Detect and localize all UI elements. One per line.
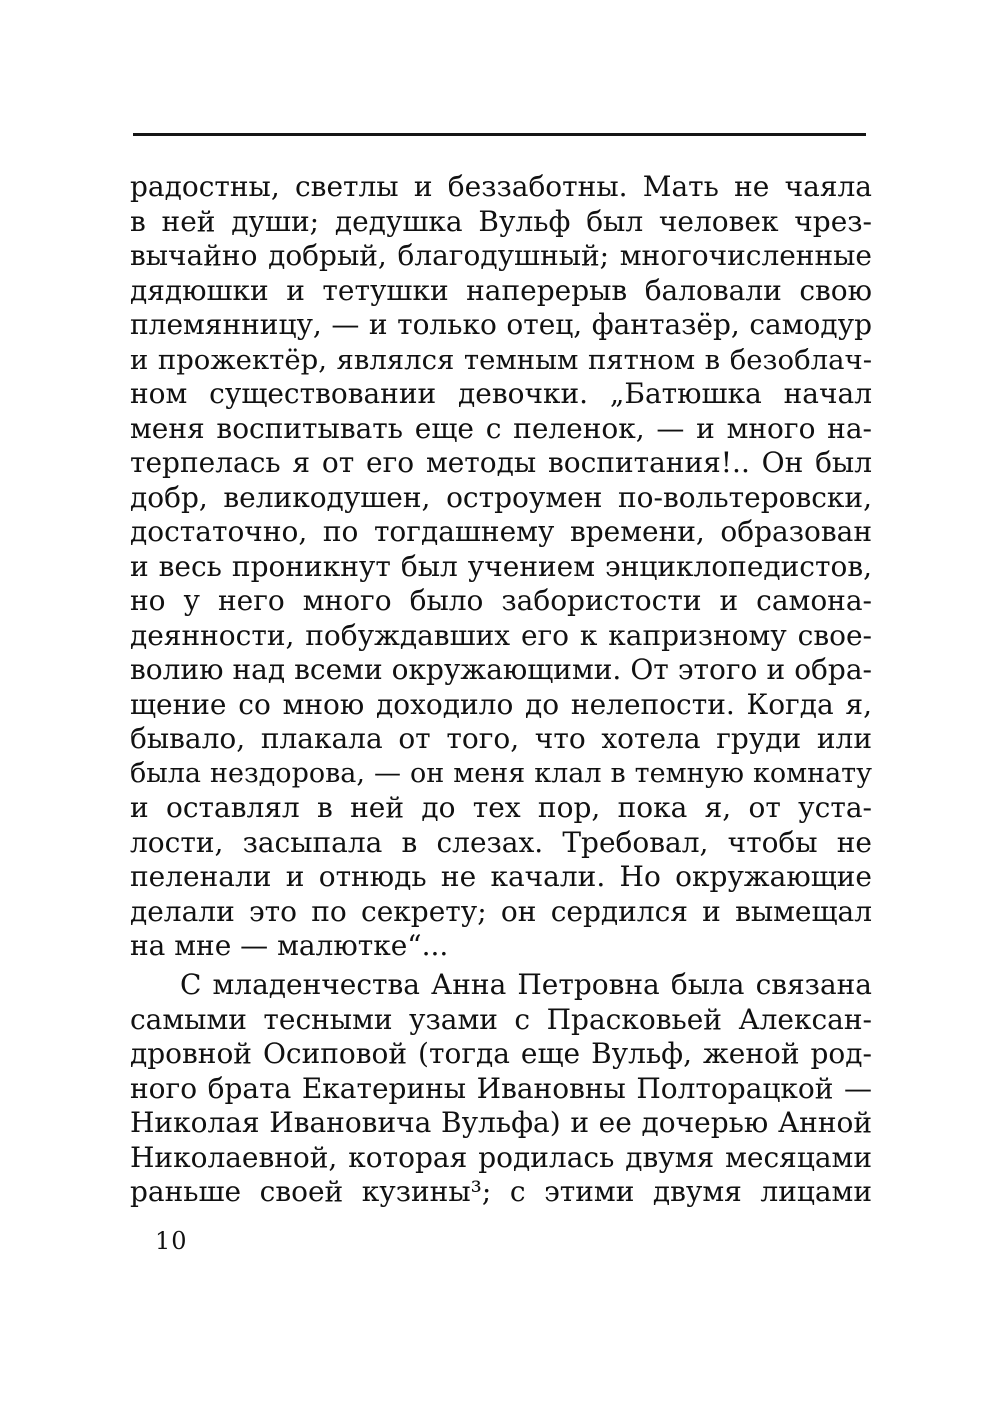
text-line: и весь проникнут был учением энциклопедистов, <box>130 549 872 583</box>
text-line: на мне — малютке“... <box>130 929 449 962</box>
text-line: бывало, плакала от того, что хотела груди или <box>130 722 872 755</box>
text-line: ного брата Екатерины Ивановны Полторацкой — <box>130 1071 872 1105</box>
text-line: и оставлял в ней до тех пор, пока я, от уста- <box>130 791 872 824</box>
text-line: Николая Ивановича Вульфа) и ее дочерью Анной <box>130 1106 872 1139</box>
text-line: добр, великодушен, остроумен по-вольтеровски, <box>130 480 872 514</box>
text-line: дядюшки и тетушки наперерыв баловали свою <box>130 273 872 307</box>
text-line: в ней души; дедушка Вульф был человек чрез- <box>130 204 872 238</box>
text-line: самыми тесными узами с Прасковьей Алексан- <box>130 1002 872 1036</box>
text-line: терпелась я от его методы воспитания!.. Он был <box>130 446 872 479</box>
text-line: радостны, светлы и беззаботны. Мать не чаяла <box>130 170 872 203</box>
text-line: С младенчества Анна Петровна была связана <box>180 968 872 1001</box>
text-line: волию над всеми окружающими. От этого и обра- <box>130 653 872 686</box>
text-line: лости, засыпала в слезах. Требовал, чтобы не <box>130 825 872 859</box>
text-line: вычайно добрый, благодушный; многочисленные <box>130 239 872 272</box>
text-line: щение со мною доходило до нелепости. Когда я, <box>130 687 872 721</box>
text-line: раньше своей кузины³; с этими двумя лицами <box>130 1175 872 1208</box>
text-line: была нездорова, — он меня клал в темную комнату <box>130 757 872 789</box>
text-line: и прожектёр, являлся темным пятном в безоблач- <box>130 343 872 376</box>
text-line: Николаевной, которая родилась двумя месяцами <box>130 1140 872 1174</box>
text-line: ном существовании девочки. „Батюшка начал <box>130 377 872 410</box>
text-line: дровной Осиповой (тогда еще Вульф, женой род- <box>130 1037 872 1070</box>
text-line: делали это по секрету; он сердился и вымещал <box>130 894 872 928</box>
page-number: 10 <box>155 1227 188 1255</box>
text-line: но у него много было забористости и самона- <box>130 584 872 617</box>
header-rule <box>133 133 866 136</box>
text-line: достаточно, по тогдашнему времени, образован <box>130 515 872 548</box>
text-line: племянницу, — и только отец, фантазёр, самодур <box>130 308 872 341</box>
text-line: меня воспитывать еще с пеленок, — и много на- <box>130 411 872 445</box>
text-line: пеленали и отнюдь не качали. Но окружающие <box>130 860 872 893</box>
text-line: деянности, побуждавших его к капризному свое- <box>130 618 872 652</box>
